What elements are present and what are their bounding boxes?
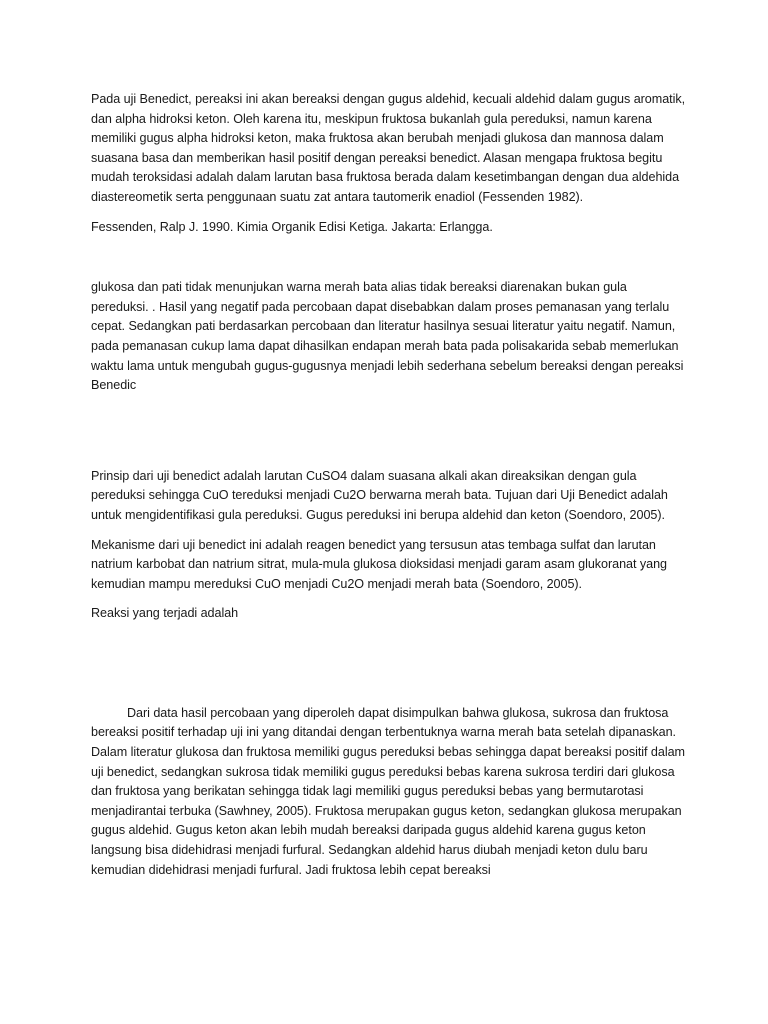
paragraph-benedict-aldehid: Pada uji Benedict, pereaksi ini akan bereaksi dengan gugus aldehid, kecuali aldehid dalam gugus aromatik, dan alpha hidroksi keton. Oleh karena itu, meskipun fruktosa bukanlah gula pereduksi, namun karena memiliki gugus alpha hidroksi keton, maka fruktosa akan berubah menjadi glukosa dan mannosa dalam suasana basa dan memberikan hasil positif dengan pereaksi benedict. Alasan mengapa fruktosa begitu mudah teroksidasi adalah dalam larutan basa fruktosa berada dalam kesetimbangan dengan dua aldehida diastereometik serta penggunaan suatu zat antara tautomerik enadiol (Fessenden 1982). <box>91 92 686 204</box>
document-body <box>91 90 687 880</box>
paragraph-kesimpulan: Dari data hasil percobaan yang diperoleh dapat disimpulkan bahwa glukosa, sukrosa dan fruktosa bereaksi positif terhadap uji ini yang ditandai dengan terbentuknya warna merah bata setelah dipanaskan. Dalam literatur glukosa dan fruktosa memiliki gugus pereduksi bebas sehingga dapat bereaksi positif dalam uji benedict, sedangkan sukrosa tidak memiliki gugus pereduksi bebas karena sukrosa terdiri dari glukosa dan fruktosa yang berikatan sehingga tidak lagi memiliki gugus pereduksi bebas yang bermutarotasi menjadirantai terbuka (Sawhney, 2005). Fruktosa merupakan gugus keton, sedangkan glukosa merupakan gugus aldehid. Gugus keton akan lebih mudah bereaksi daripada gugus aldehid karena gugus keton langsung bisa didehidrasi menjadi furfural. Sedangkan aldehid harus diubah menjadi keton dulu baru kemudian didehidrasi menjadi furfural. Jadi fruktosa lebih cepat bereaksi <box>91 705 685 877</box>
reference-fessenden: Fessenden, Ralp J. 1990. Kimia Organik Edisi Ketiga. Jakarta: Erlangga. <box>91 219 493 234</box>
paragraph-mekanisme: Mekanisme dari uji benedict ini adalah reagen benedict yang tersusun atas tembaga sulfat dan larutan natrium karbobat dan natrium sitrat, mula-mula glukosa dioksidasi menjadi garam asam glukoranat yang kemudian mampu mereduksi CuO menjadi Cu2O menjadi merah bata (Soendoro, 2005). <box>91 537 667 591</box>
paragraph-glukosa-pati: glukosa dan pati tidak menunjukan warna merah bata alias tidak bereaksi diarenakan bukan gula pereduksi. . Hasil yang negatif pada percobaan dapat disebabkan dalam proses pemanasan yang terlalu cepat. Sedangkan pati berdasarkan percobaan dan literatur hasilnya sesuai literatur yaitu negatif. Namun, pada pemanasan cukup lama dapat dihasilkan endapan merah bata pada polisakarida sebab memerlukan waktu lama untuk mengubah gugus-gugusnya menjadi lebih sederhana sebelum bereaksi dengan pereaksi Benedic <box>91 280 684 393</box>
paragraph-reaksi-heading: Reaksi yang terjadi adalah <box>91 606 239 621</box>
paragraph-prinsip-uji: Prinsip dari uji benedict adalah larutan CuSO4 dalam suasana alkali akan direaksikan dengan gula pereduksi sehingga CuO tereduksi menjadi Cu2O berwarna merah bata. Tujuan dari Uji Benedict adalah untuk mengidentifikasi gula pereduksi. Gugus pereduksi ini berupa aldehid dan keton (Soendoro, 2005). <box>91 468 668 522</box>
